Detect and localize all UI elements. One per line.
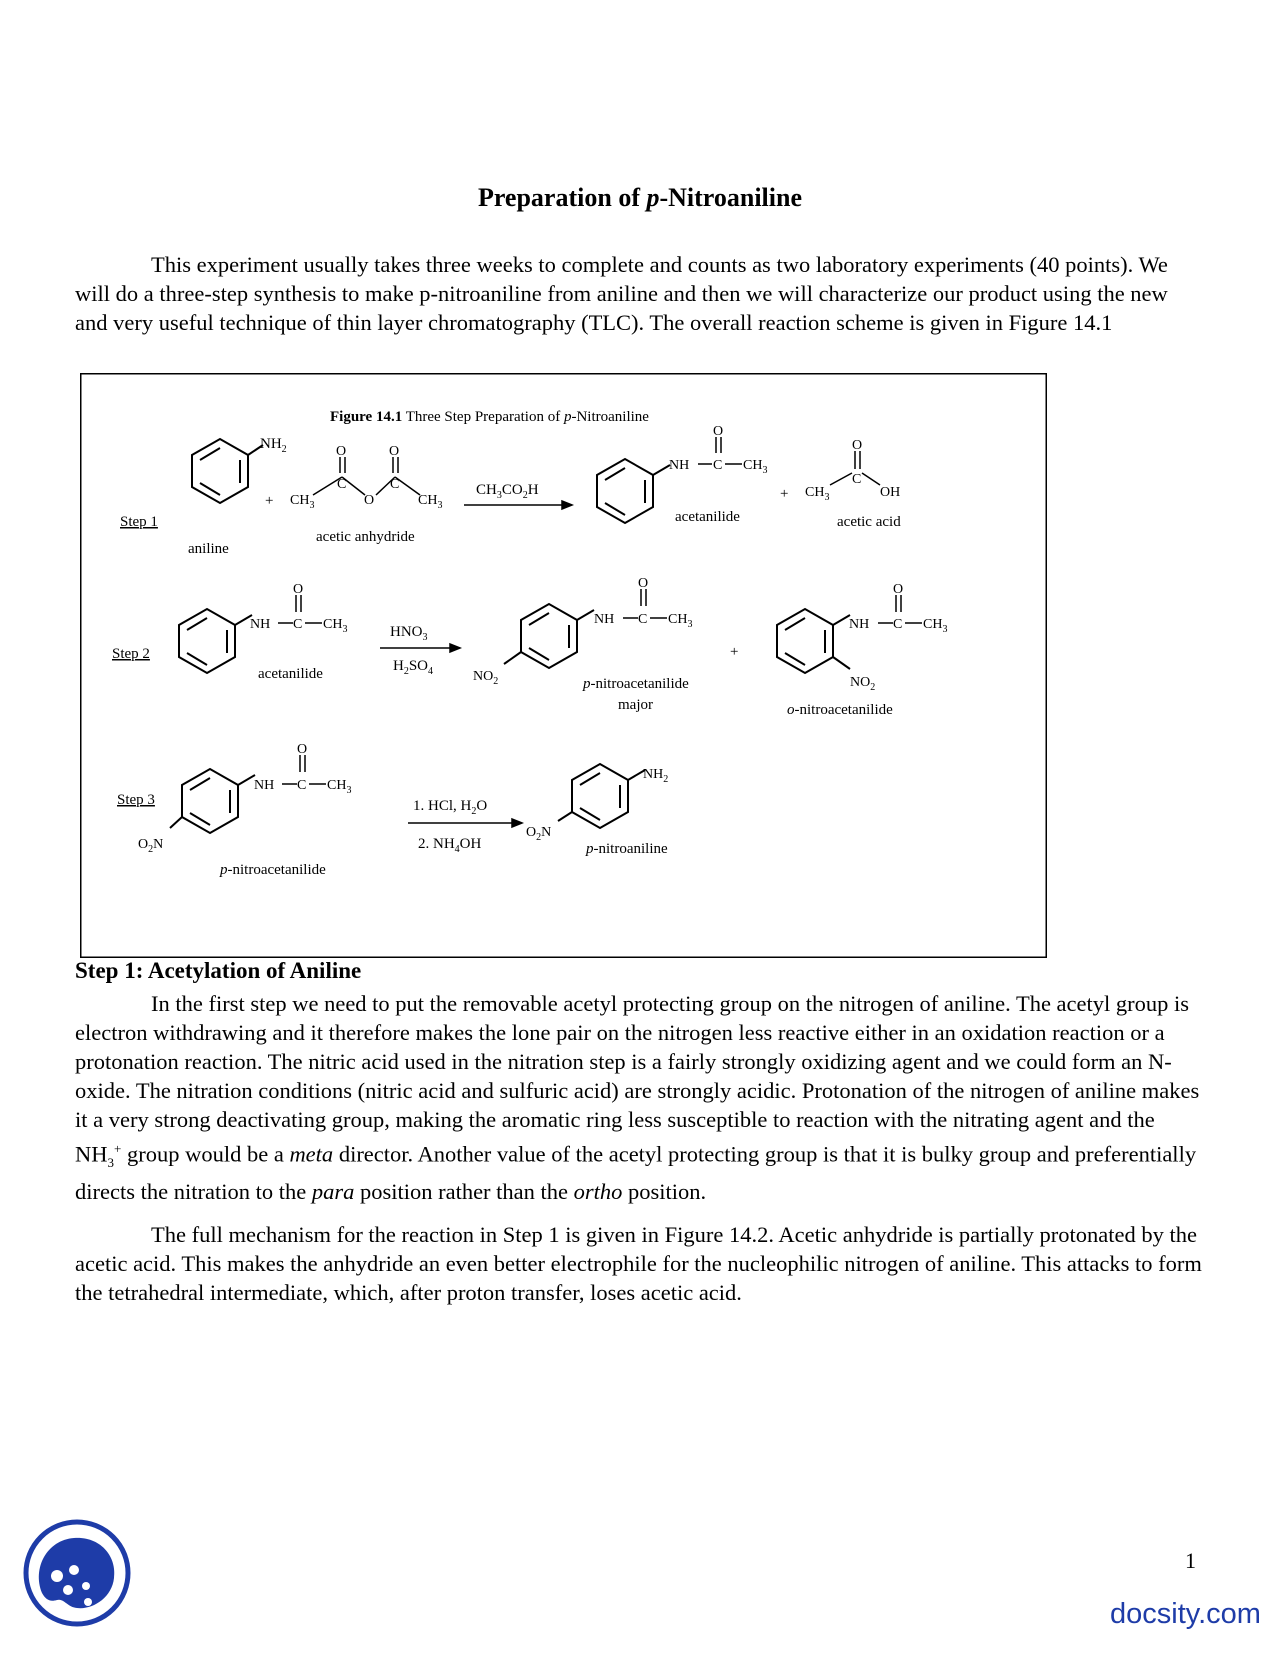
reagent-hno3: $HNO_3$ [390, 624, 428, 643]
p-nitro-c: C [638, 612, 648, 627]
anhydride-c1: C [337, 477, 347, 492]
acetanilide-label-2: acetanilide [258, 666, 323, 682]
figure-caption: Figure 14.1 Three Step Preparation of p-Nitroaniline [330, 409, 649, 425]
acetanilide-c-1: C [713, 458, 723, 473]
acetic-acid-oh: OH [880, 485, 901, 500]
major-label: major [618, 697, 653, 713]
reagent-3-line1: 1. HCl, $H_2O$ [413, 798, 488, 817]
acetanilide-label-1: acetanilide [675, 509, 740, 525]
anhydride-o1: O [336, 444, 347, 459]
brand-link[interactable]: docsity.com [1110, 1598, 1261, 1630]
step1-heading: Step 1: Acetylation of Aniline [75, 958, 362, 983]
acetanilide-o-2: O [293, 582, 304, 597]
acetic-anhydride-structure [313, 457, 420, 495]
plus-2: + [780, 486, 789, 502]
reagent-h2so4: $H_2SO_4$ [393, 658, 434, 677]
p-nitroaniline-nh2: $NH_2$ [643, 767, 669, 785]
acetic-anhydride-label: acetic anhydride [316, 529, 415, 545]
step1-paragraph-2: The full mechanism for the reaction in Step 1 is given in Figure 14.2. Acetic anhydride is partially protonated by the acetic acid. This makes the anhydride an even better electrophile for the nucleophilic nitrogen of aniline. This attacks to form the tetrahedral intermediate, which, after proton transfer, loses acetic acid. [75, 1222, 1202, 1305]
page-title: Preparation of p-Nitroaniline [477, 183, 803, 212]
plus-1: + [265, 493, 274, 509]
acetic-acid-ch3: $CH_3$ [805, 485, 830, 503]
p-nitroacetanilide-label: p-nitroacetanilide [583, 676, 689, 692]
anhydride-ch3-left: $CH_3$ [290, 493, 315, 511]
acetic-acid-o: O [852, 438, 863, 453]
step3-o2n: $O_2N$ [138, 837, 164, 855]
arrow-1 [464, 501, 572, 509]
page-number: 1 [1185, 1548, 1196, 1573]
step1-label: Step 1 [120, 514, 158, 530]
step3-nh: NH [254, 778, 275, 793]
figure-14-1 [80, 373, 1047, 958]
intro-paragraph: This experiment usually takes three weeks to complete and counts as two laboratory experiments (40 points). We will do a three-step synthesis to make p-nitroaniline from aniline and then we will characterize our product using the new and very useful technique of thin layer chromatography (TLC). The overall reaction scheme is given in Figure 14.1 [75, 252, 1168, 335]
step1-paragraph-1: In the first step we need to put the removable acetyl protecting group on the nitrogen of aniline. The acetyl group is electron withdrawing and it therefore makes the lone pair on the nitrogen less reactive either in an oxidation reaction or a protonation reaction. The nitric acid used in the nitration step is a fairly strongly oxidizing agent and we could form an N-oxide. The nitration conditions (nitric acid and sulfuric acid) are strongly acidic. Protonation of the nitrogen of aniline makes it a very strong deactivating group, making the aromatic ring less susceptible to reaction with the nitrating agent and the $NH_3^+$ group would be a meta director. Another value of the acetyl protecting group is that it is bulky group and preferentially directs the nitration to the para position rather than the ortho position. [75, 991, 1200, 1204]
p-nitro-ch3: $CH_3$ [668, 612, 693, 630]
anhydride-c2: C [390, 477, 400, 492]
p-nitroaniline-o2n: $O_2N$ [526, 825, 552, 843]
aniline-nh2: $NH_2$ [260, 436, 287, 455]
arrow-3 [408, 819, 522, 827]
step2-label: Step 2 [112, 646, 150, 662]
o-nitro-ch3: $CH_3$ [923, 617, 948, 635]
anhydride-o2: O [389, 444, 400, 459]
o-nitro-no2: $NO_2$ [850, 675, 876, 693]
p-nitro-no2: $NO_2$ [473, 669, 499, 687]
step3-ch3: $CH_3$ [327, 778, 352, 796]
o-nitroacetanilide-label: o-nitroacetanilide [787, 702, 893, 718]
acetic-acid-label: acetic acid [837, 514, 901, 530]
acetanilide-nh-1: NH [669, 458, 690, 473]
acetanilide-nh-2: NH [250, 617, 271, 632]
acetanilide-ch3-1: $CH_3$ [743, 458, 768, 476]
o-nitro-o: O [893, 582, 904, 597]
reagent-1: $CH_3CO_2H$ [476, 482, 539, 501]
p-nitroaniline-label: p-nitroaniline [586, 841, 668, 857]
acetanilide-c-2: C [293, 617, 303, 632]
anhydride-ch3-right: $CH_3$ [418, 493, 443, 511]
reagent-3-line2: 2. $NH_4OH$ [418, 836, 482, 855]
o-nitro-c: C [893, 617, 903, 632]
acetanilide-structure-2 [179, 609, 252, 673]
step3-label: Step 3 [117, 792, 155, 808]
acetanilide-structure-1 [597, 459, 670, 523]
aniline-structure [192, 439, 263, 503]
step3-c: C [297, 778, 307, 793]
step3-reactant-label: p-nitroacetanilide [220, 862, 326, 878]
docsity-logo-icon[interactable] [22, 1518, 132, 1628]
o-nitroacetanilide-structure [777, 609, 850, 673]
o-nitro-nh: NH [849, 617, 870, 632]
anhydride-o-bridge: O [364, 493, 375, 508]
acetanilide-ch3-2: $CH_3$ [323, 617, 348, 635]
acetic-acid-c: C [852, 472, 862, 487]
p-nitro-nh: NH [594, 612, 615, 627]
p-nitroaniline-structure [558, 764, 645, 828]
acetanilide-o-1: O [713, 424, 724, 439]
aniline-label: aniline [188, 541, 229, 557]
plus-3: + [730, 644, 739, 660]
p-nitro-o: O [638, 576, 649, 591]
arrow-2 [380, 644, 460, 652]
p-nitroacetanilide-structure [504, 604, 594, 668]
p-nitroacetanilide-structure-3 [170, 769, 255, 833]
step3-o: O [297, 742, 308, 757]
